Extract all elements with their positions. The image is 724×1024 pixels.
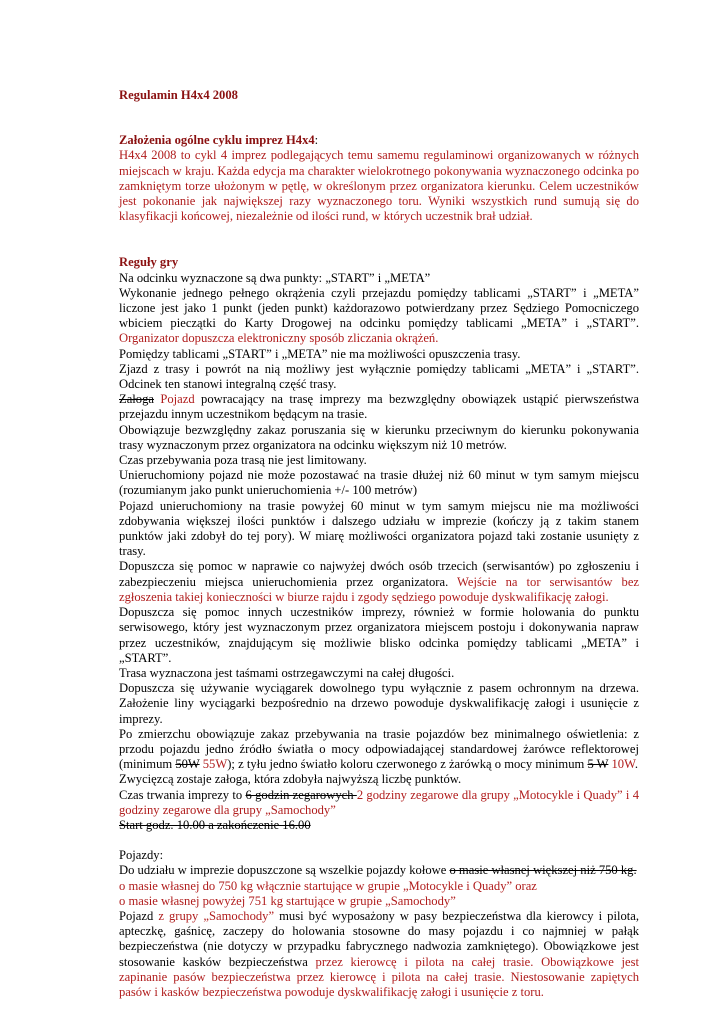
rules-p5 xyxy=(119,392,639,422)
rules-p11: Dopuszcza się pomoc innych uczestników imprezy, również w formie holowania do punktu serwisowego, który jest wyznaczonym przez organizatora miejscem postoju i dokonywania napraw przez uczestników, znajdującym się możliwie blisko odcinka pomiędzy tablicami „META” i „START”. xyxy=(119,605,639,665)
vehicles-p4-text-a: Pojazd xyxy=(119,908,154,923)
rules-p8: Unieruchomiony pojazd nie może pozostawać na trasie dłużej niż 60 minut w tym samym miejscu (rozumianym jako punkt unieruchomienia +/- 100 metrów) xyxy=(119,468,639,498)
rules-p14-deleted-2: 5 W xyxy=(587,757,609,772)
rules-p14-inserted-1: 55W xyxy=(199,757,228,772)
rules-p5-text: powracający na trasę imprezy ma bezwzględny obowiązek ustąpić pierwszeństwa przejazdu innym uczestnikom będącym na trasie. xyxy=(119,392,639,422)
intro-heading-line xyxy=(119,133,639,148)
vehicles-p4-amendment: przez kierowcę i pilota na całej trasie. Obowiązkowe jest zapinanie pasów bezpieczeństwa przez kierowcę i pilota na całej trasie. Niestosowanie zapiętych pasów i kasków bezpieczeństwa powoduje dyskwalifikację załogi i usunięcie z toru. xyxy=(119,954,639,999)
vehicles-p1-text: Do udziału w imprezie dopuszczone są wszelkie pojazdy kołowe xyxy=(119,863,450,878)
rules-p16 xyxy=(119,788,639,818)
vehicles-p3: o masie własnej powyżej 751 kg startujące w grupie „Samochody” xyxy=(119,893,456,908)
rules-p16-text: Czas trwania imprezy to xyxy=(119,787,246,802)
rules-p16-inserted: 2 godziny zegarowe dla grupy „Motocykle i Quady” i 4 godziny zegarowe dla grupy „Samochody” xyxy=(119,787,639,817)
rules-p10-text: Dopuszcza się pomoc w naprawie co najwyżej dwóch osób trzecich (serwisantów) po zgłoszeniu i zabezpieczeniu miejsca unieruchomienia przez organizatora. xyxy=(119,559,639,589)
rules-p5-deleted: Załoga xyxy=(119,392,154,407)
rules-p14 xyxy=(119,727,639,773)
rules-p16-deleted: 6 godzin zegarowych xyxy=(245,787,357,802)
rules-p17-deleted: Start godz. 10.00 a zakończenie 16.00 xyxy=(119,817,311,832)
rules-p4: Zjazd z trasy i powrót na nią możliwy jest wyłącznie pomiędzy tablicami „META” i „START”. Odcinek ten stanowi integralną część trasy. xyxy=(119,361,639,392)
rules-p5-inserted: Pojazd xyxy=(153,392,195,407)
intro-heading: Założenia ogólne cyklu imprez H4x4 xyxy=(119,133,315,148)
rules-p14-inserted-2: 10W xyxy=(608,757,635,772)
rules-p12: Trasa wyznaczona jest taśmami ostrzegawczymi na całej długości. xyxy=(119,665,455,680)
rules-p9: Pojazd unieruchomiony na trasie powyżej 60 minut w tym samym miejscu nie ma możliwości zdobywania większej ilości punktów i dalszego udziału w imprezie (kończy ją z takim stanem punktów jaki zdobył do tej pory). W miarę możliwości organizatora pojazd taki zostanie usunięty z trasy. xyxy=(119,498,639,559)
vehicles-p1 xyxy=(119,863,639,878)
rules-p3: Pomiędzy tablicami „START” i „META” nie ma możliwości opuszczenia trasy. xyxy=(119,346,521,361)
rules-p10 xyxy=(119,559,639,605)
rules-p2 xyxy=(119,286,639,347)
vehicles-p4-inserted: z grupy „Samochody” xyxy=(153,908,275,923)
rules-p14-text-c: . xyxy=(634,757,638,772)
rules-p10-amendment: Wejście na tor serwisantów bez zgłoszenia takiej konieczności w biurze rajdu i zgody sędziego powoduje dyskwalifikację załogi. xyxy=(119,574,640,604)
rules-p14-text-a: Po zmierzchu obowiązuje zakaz przebywania na trasie pojazdów bez minimalnego oświetlenia: z przodu pojazdu jedno źródło światła o mocy odpowiadającej standardowej żarówce reflektorowej (minimum xyxy=(119,726,639,772)
document-page xyxy=(119,88,639,1000)
vehicles-p4-text-b: musi być wyposażony w pasy bezpieczeństwa dla kierowcy i pilota, apteczkę, gaśnicę, zaczepy do holowania stosowne do masy pojazdu i co najmniej w pałąk bezpieczeństwa (nie dotyczy w przypadku fabrycznego nadwozia zamkniętego). Obowiązkowe jest stosowanie kasków bezpieczeństwa xyxy=(119,908,639,969)
vehicles-p4 xyxy=(119,909,639,1000)
rules-p14-deleted-1: 50W xyxy=(175,757,200,772)
intro-heading-colon: : xyxy=(314,133,319,148)
vehicles-p1-deleted: o masie własnej większej niż 750 kg. xyxy=(449,863,637,878)
rules-p13: Dopuszcza się używanie wyciągarek dowolnego typu wyłącznie z pasem ochronnym na drzewa. Założenie liny wyciągarki bezpośrednio na drzewo powoduje dyskwalifikację załogi i usunięcie z imprezy. xyxy=(119,681,639,726)
rules-p2-text: Wykonanie jednego pełnego okrążenia czyli przejazdu pomiędzy tablicami „START” i „META” liczone jest jako 1 punkt (jeden punkt) każdorazowo potwierdzany przez Sędziego Pomocniczego wbiciem pieczątki do Karty Drogowej na odcinku pomiędzy tablicami „META” i „START”. xyxy=(119,285,639,331)
rules-p14-text-b: ); z tyłu jedno światło koloru czerwonego z żarówką o mocy minimum xyxy=(227,757,588,772)
rules-heading: Reguły gry xyxy=(119,255,179,270)
document-title: Regulamin H4x4 2008 xyxy=(119,88,238,102)
rules-p1: Na odcinku wyznaczone są dwa punkty: „START” i „META” xyxy=(119,270,431,285)
vehicles-heading: Pojazdy: xyxy=(119,848,164,863)
rules-p7: Czas przebywania poza trasą nie jest limitowany. xyxy=(119,453,367,468)
vehicles-p2: o masie własnej do 750 kg włącznie startujące w grupie „Motocykle i Quady” oraz xyxy=(119,878,537,893)
rules-p2-amendment: Organizator dopuszcza elektroniczny sposób zliczania okrążeń. xyxy=(119,331,439,346)
rules-p6: Obowiązuje bezwzględny zakaz poruszania się w kierunku przeciwnym do kierunku pokonywania trasy wyznaczonym przez organizatora na odcinku większym niż 10 metrów. xyxy=(119,422,639,452)
intro-text: H4x4 2008 to cykl 4 imprez podlegających temu samemu regulaminowi organizowanych w różnych miejscach w kraju. Każda edycja ma charakter wielokrotnego pokonywania wyznaczonego odcinka po zamkniętym torze ułożonym w pętlę, w określonym przez organizatora kierunku. Celem uczestników jest pokonanie jak największej razy wyznaczonego toru. Wyniki wszystkich rund sumują się do klasyfikacji końcowej, niezależnie od ilości rund, w których uczestnik brał udział. xyxy=(119,148,639,224)
rules-p15: Zwycięzcą zostaje załoga, która zdobyła najwyższą liczbę punktów. xyxy=(119,772,462,787)
